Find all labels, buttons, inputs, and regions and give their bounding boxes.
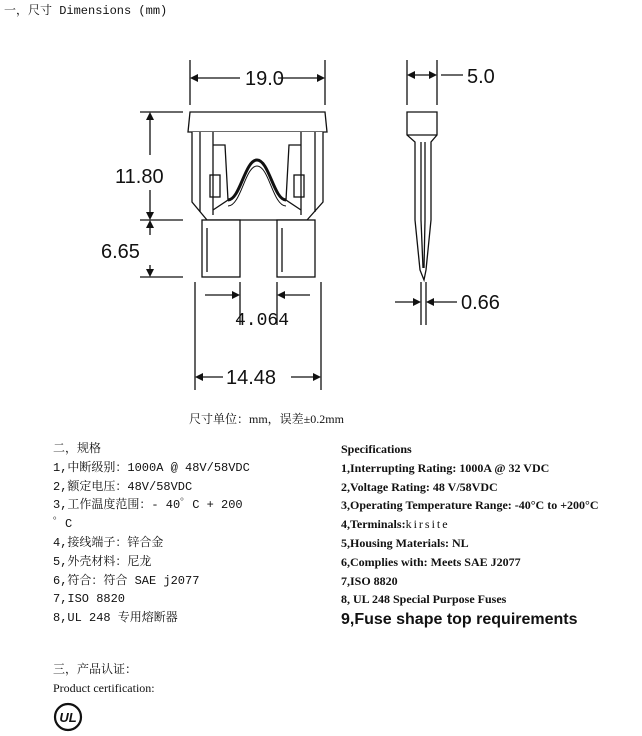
spec-en-item: 6,Complies with: Meets SAE J2077 — [341, 554, 521, 569]
dim-total-width: 14.48 — [226, 367, 277, 389]
fuse-top-cap — [188, 112, 327, 132]
spec-list-chinese — [53, 440, 313, 628]
spec-cn-item: 3,工作温度范围：- 40゜C + 200 — [53, 498, 243, 513]
certification-heading-en: Product certification: — [53, 681, 155, 695]
spec-cn-heading: 二，规格 — [53, 442, 102, 456]
dim-blade-length: 6.65 — [101, 241, 140, 263]
spec-cn-item: 5,外壳材料：尼龙 — [53, 554, 152, 569]
spec-cn-item: 4,接线端子：锌合金 — [53, 535, 164, 550]
dimension-caption: 尺寸单位：mm，误差±0.2mm — [189, 412, 344, 426]
spec-en-item: 2,Voltage Rating: 48 V/58VDC — [341, 479, 498, 494]
ul-logo-icon — [53, 702, 83, 732]
spec-en-item: 5,Housing Materials: NL — [341, 535, 469, 550]
spec-en-item: 8, UL 248 Special Purpose Fuses — [341, 592, 507, 607]
dim-thickness: 5.0 — [467, 66, 495, 88]
spec-en-item-shape: 9,Fuse shape top requirements — [341, 611, 578, 629]
page-title: 一，尺寸 Dimensions (mm) — [4, 4, 168, 18]
terminals-value: kirsite — [405, 517, 450, 532]
ul-logo-text: UL — [59, 710, 77, 725]
spec-list-english — [341, 440, 641, 631]
spec-cn-item: 2,额定电压：48V/58VDC — [53, 479, 193, 494]
spec-cn-item: 8,UL 248 专用熔断器 — [53, 611, 178, 626]
spec-cn-item: 6,符合：符合 SAE j2077 — [53, 573, 200, 588]
spec-en-item: 3,Operating Temperature Range: -40°C to +200°C — [341, 498, 599, 513]
fuse-blade-left — [202, 220, 240, 277]
spec-cn-item: 1,中断级别：1000A @ 48V/58VDC — [53, 460, 250, 475]
spec-en-item: 1,Interrupting Rating: 1000A @ 32 VDC — [341, 460, 550, 475]
terminals-label: 4,Terminals: — [341, 517, 406, 532]
dim-blade-thickness: 0.66 — [461, 292, 500, 314]
dim-width-top: 19.0 — [245, 68, 284, 90]
certification-heading-cn: 三，产品认证： — [53, 663, 138, 677]
dim-blade-gap: 4.064 — [235, 311, 290, 331]
fuse-dimension-drawing — [95, 50, 625, 400]
spec-en-item-terminals — [341, 515, 641, 534]
spec-en-item: 7,ISO 8820 — [341, 573, 398, 588]
spec-cn-item: ゜C — [53, 517, 73, 532]
spec-en-heading: Specifications — [341, 442, 412, 456]
spec-cn-item: 7,ISO 8820 — [53, 592, 126, 607]
dim-body-height: 11.80 — [115, 166, 164, 188]
fuse-blade-right — [277, 220, 315, 277]
